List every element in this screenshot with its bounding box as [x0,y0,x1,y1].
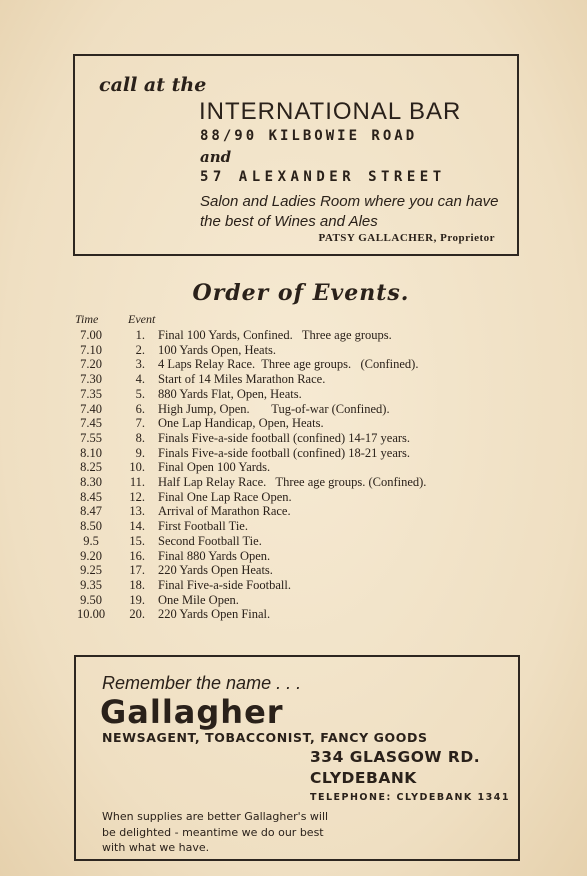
event-time: 8.47 [80,504,102,519]
event-time: 9.50 [80,592,102,607]
event-description: Arrival of Marathon Race. [158,504,291,519]
event-description: Second Football Tie. [158,533,262,548]
event-time: 7.30 [80,372,102,387]
event-row [0,534,587,549]
trade-text: NEWSAGENT, TOBACCONIST, FANCY GOODS [102,730,428,745]
event-time: 7.55 [80,430,102,445]
event-time: 8.50 [80,519,102,534]
event-number: 10. [129,460,145,475]
event-description: Final One Lap Race Open. [158,489,292,504]
event-description: 100 Yards Open, Heats. [158,342,277,357]
event-number: 17. [129,563,145,578]
order-of-events-title: Order of Events. [192,280,410,306]
event-time: 8.45 [80,489,102,504]
event-row [0,328,587,343]
event-time: 7.20 [80,357,102,372]
event-row [0,593,587,608]
event-description: 4 Laps Relay Race. Three age groups. (Confined). [158,357,419,372]
time-column-header: Time [75,312,99,326]
event-row [0,416,587,431]
event-row [0,372,587,387]
event-description: High Jump, Open. Tug-of-war (Confined). [158,401,390,416]
event-description: Start of 14 Miles Marathon Race. [158,372,326,387]
event-row [0,460,587,475]
event-time: 9.5 [83,533,99,548]
event-description: Final 100 Yards, Confined. Three age groups. [158,328,392,342]
call-at-text: call at the [99,74,207,96]
event-row [0,402,587,417]
event-number: 11. [129,475,145,489]
event-time: 9.25 [80,563,102,578]
bar-address-2: 57 ALEXANDER STREET [200,169,446,185]
event-description: Finals Five-a-side football (confined) 14-17 years. [158,430,411,445]
shop-street: 334 GLASGOW RD. [310,748,481,766]
bar-address-1: 88/90 KILBOWIE ROAD [200,128,418,144]
event-number: 1. [135,328,145,342]
event-number: 9. [135,445,145,460]
event-time: 9.35 [80,577,102,592]
event-time: 7.40 [80,401,102,416]
event-number: 14. [129,519,145,534]
event-row [0,490,587,505]
event-description: Finals Five-a-side football (confined) 18-21 years. [158,445,411,460]
event-description: 220 Yards Open Heats. [158,563,273,578]
event-row [0,607,587,622]
event-time: 8.30 [80,475,102,489]
event-time: 7.35 [80,386,102,401]
event-number: 13. [129,504,145,519]
salon-text: Salon and Ladies Room where you can have the best of Wines and Ales [200,193,499,230]
event-number: 3. [135,357,145,372]
event-description: 880 Yards Flat, Open, Heats. [158,386,302,401]
proprietor-text: PATSY GALLACHER, Proprietor [318,232,495,244]
event-description: Final Five-a-side Football. [158,577,291,592]
event-time: 9.20 [80,548,102,563]
shop-name: Gallagher [100,693,284,731]
event-row [0,475,587,490]
supplies-note: When supplies are better Gallagher's will be delighted - meantime we do our best with what we have. [102,810,329,854]
event-number: 4. [135,372,145,387]
event-row [0,343,587,358]
event-time: 8.25 [80,460,102,475]
event-time: 8.10 [80,445,102,460]
event-number: 8. [135,430,145,445]
event-row [0,549,587,564]
event-row [0,387,587,402]
event-time: 10.00 [76,607,106,622]
event-number: 20. [129,607,145,622]
event-description: Final 880 Yards Open. [158,548,271,563]
event-number: 2. [135,342,145,357]
event-time: 7.45 [80,416,102,431]
event-row [0,357,587,372]
event-row [0,578,587,593]
event-number: 15. [129,533,145,548]
event-column-header: Event [128,312,156,326]
event-number: 7. [135,416,145,431]
international-bar-advert [73,54,519,256]
event-description: One Lap Handicap, Open, Heats. [158,416,324,431]
event-number: 6. [135,401,145,416]
event-row [0,504,587,519]
event-time: 7.10 [80,342,102,357]
and-text: and [200,148,232,166]
event-number: 19. [129,592,145,607]
event-number: 5. [135,386,145,401]
gallagher-advert [74,655,520,861]
event-number: 18. [129,577,145,592]
event-row [0,446,587,461]
event-description: 220 Yards Open Final. [158,607,271,622]
event-number: 16. [129,548,145,563]
event-row [0,519,587,534]
remember-text: Remember the name . . . [102,673,302,693]
event-time: 7.00 [80,328,102,342]
bar-name: INTERNATIONAL BAR [199,98,462,125]
event-row [0,563,587,578]
shop-town: CLYDEBANK [310,769,417,787]
event-description: Half Lap Relay Race. Three age groups. (Confined). [158,475,427,489]
event-row [0,431,587,446]
event-description: Final Open 100 Yards. [158,460,271,475]
event-description: First Football Tie. [158,519,248,534]
event-number: 12. [129,489,145,504]
event-description: One Mile Open. [158,592,239,607]
shop-telephone: TELEPHONE: CLYDEBANK 1341 [310,792,511,803]
